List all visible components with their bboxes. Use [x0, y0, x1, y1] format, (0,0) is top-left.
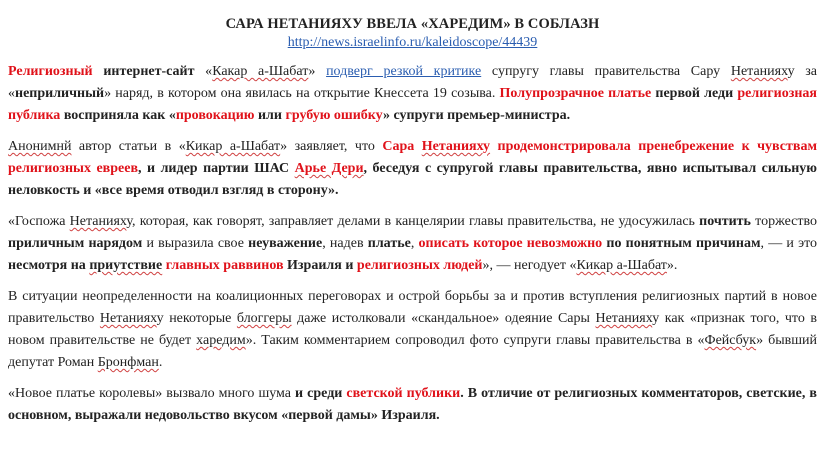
p4-span: харедим [196, 333, 246, 348]
p3-span: , [410, 236, 419, 251]
p4-span: В ситуации неопределенности на коалиционных переговорах и острой борьбы за и против вступления религиозных партий в новое правительство [8, 289, 817, 326]
p1-span: » [308, 64, 327, 79]
p1-span: провокацию [175, 108, 255, 123]
p4-span: Нетаниях [99, 311, 157, 326]
p3-span: по понятным причинам [602, 236, 761, 251]
source-link[interactable]: http://news.israelinfo.ru/kaleidoscope/44439 [287, 35, 538, 50]
p4-span: у как «признак того, что в новом правительстве не будет [8, 311, 818, 348]
p1-span: или [254, 108, 286, 123]
p4-span: » бывший депутат Роман [8, 333, 817, 370]
p1-span: супругу главы правительства Сару [481, 64, 731, 79]
p1-span: первой леди [651, 86, 734, 101]
p3-span: приутствие [89, 258, 163, 273]
p3-span: главных раввинов [162, 258, 284, 273]
p1-span: « [194, 64, 213, 79]
p3-span: почтить [699, 214, 751, 229]
p2-span: автор статьи в « [71, 139, 186, 154]
p3-span: Израиля и [283, 258, 357, 273]
p4-span: даже истолковали «скандальное» одеяние Сары [291, 311, 596, 326]
source-url-line [8, 35, 817, 51]
p3-span: », — негодует « [482, 258, 577, 273]
article-title: САРА НЕТАНИЯХУ ВВЕЛА «ХАРЕДИМ» В СОБЛАЗН [225, 16, 600, 32]
p3-span: у, которая, как говорят, заправляет делами в канцелярии главы правительства, не удосужилась [126, 214, 700, 229]
p3-span: ». [666, 258, 678, 273]
p2-span: продемонстрировала пренебрежение к чувствам религиозных евреев [8, 139, 817, 176]
p4-span: блоггеры [236, 311, 292, 326]
p4-span: у некоторые [156, 311, 237, 326]
p3-span: Нетаниях [69, 214, 127, 229]
paragraph-2 [8, 136, 817, 202]
p1-span: » наряд, в котором она явилась на открытие Кнессета 19 созыва. [104, 86, 500, 101]
p4-span: Фейсбук [704, 333, 757, 348]
p2-span: » заявляет, что [280, 139, 383, 154]
p3-span: , надев [322, 236, 368, 251]
p3-span: описать которое невозможно [418, 236, 603, 251]
p3-span: приличным нарядом [8, 236, 143, 251]
p3-span: Кикар а-Шабат [576, 258, 667, 273]
p3-span: несмотря на [8, 258, 90, 273]
p1-span: » супруги премьер-министра. [383, 108, 571, 123]
p4-span: . [158, 355, 163, 370]
p2-span: Сара [382, 139, 422, 154]
p1-span: грубую ошибку [285, 108, 384, 123]
p3-span: и выразила свое [142, 236, 249, 251]
p1-span: неприличный [15, 86, 105, 101]
critique-link[interactable]: подверг резкой критике [326, 64, 482, 79]
paragraph-5 [8, 383, 817, 427]
p5-span: «Новое платье королевы» вызвало много шума [8, 386, 292, 401]
paragraph-1 [8, 61, 817, 127]
p3-span: неуважение [248, 236, 323, 251]
p1-span: Какар а-Шабат [212, 64, 309, 79]
p3-span: , — и это [760, 236, 818, 251]
p2-span: Анонимнй [8, 139, 72, 154]
p2-span: Арье Дери [294, 161, 364, 176]
p2-span: Кикар а-Шабат [185, 139, 281, 154]
p1-span: у за « [8, 64, 818, 101]
p5-span: и среди [291, 386, 347, 401]
p3-span: торжество [750, 214, 817, 229]
p1-span: Религиозный [8, 64, 93, 79]
p1-span: восприняла как « [60, 108, 176, 123]
paragraph-4 [8, 286, 817, 374]
p4-span: Нетаниях [595, 311, 653, 326]
p3-span: религиозных людей [356, 258, 483, 273]
p4-span: Бронфман [97, 355, 159, 370]
p1-span: интернет-сайт [92, 64, 195, 79]
p1-span: Полупрозрачное платье [499, 86, 652, 101]
p2-span: Нетанияху [421, 139, 491, 154]
paragraph-3 [8, 211, 817, 277]
p3-span: платье [367, 236, 411, 251]
p2-span: , и лидер партии ШАС [138, 161, 295, 176]
p1-span: религиозная публика [8, 86, 817, 123]
p1-span: Нетаниях [730, 64, 788, 79]
p4-span: ». Таким комментарием сопроводил фото супруги главы правительства в « [245, 333, 705, 348]
p5-span: . В отличие от религиозных комментаторов, светские, в основном, выражали недовольство вкусом «первой дамы» Израиля. [8, 386, 817, 423]
p3-span: «Госпожа [8, 214, 70, 229]
p2-span: , беседуя с супругой главы правительства, явно испытывал сильную неловкость и «все время отводил взгляд в сторону». [8, 161, 817, 198]
p5-span: светской публики [346, 386, 461, 401]
